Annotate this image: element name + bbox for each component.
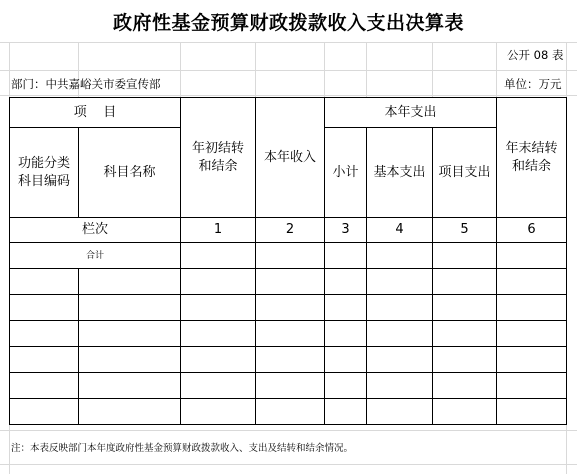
table-row xyxy=(10,321,567,347)
data-cell[interactable] xyxy=(433,243,497,269)
data-cell[interactable] xyxy=(256,399,325,425)
data-cell[interactable] xyxy=(433,373,497,399)
data-cell[interactable] xyxy=(497,243,567,269)
row-index-2: 2 xyxy=(256,218,325,243)
data-cell[interactable] xyxy=(497,321,567,347)
data-cell[interactable] xyxy=(325,321,367,347)
data-cell[interactable] xyxy=(10,373,79,399)
data-cell[interactable] xyxy=(10,295,79,321)
header-subject-name: 科目名称 xyxy=(79,128,181,218)
data-cell[interactable] xyxy=(325,347,367,373)
data-cell[interactable] xyxy=(367,295,433,321)
data-cell[interactable] xyxy=(433,295,497,321)
data-cell[interactable] xyxy=(367,243,433,269)
header-begin-balance xyxy=(181,98,256,218)
fund-budget-table xyxy=(9,97,567,425)
header-basic-expense: 基本支出 xyxy=(367,128,433,218)
header-end-balance-line2: 和结余 xyxy=(511,158,551,174)
total-label: 合计 xyxy=(10,243,181,269)
data-cell[interactable] xyxy=(181,295,256,321)
data-cell[interactable] xyxy=(181,399,256,425)
table-row xyxy=(10,269,567,295)
form-code: 公开 08 表 xyxy=(507,48,564,62)
data-cell[interactable] xyxy=(325,373,367,399)
table-row xyxy=(10,295,567,321)
data-cell[interactable] xyxy=(497,347,567,373)
header-project-expense: 项目支出 xyxy=(433,128,497,218)
data-cell[interactable] xyxy=(79,321,181,347)
department-label: 部门：中共嘉峪关市委宣传部 xyxy=(11,77,161,91)
header-func-code-line2: 科目编码 xyxy=(17,173,70,189)
header-begin-balance-line1: 年初结转 xyxy=(191,140,244,156)
header-begin-balance-line2: 和结余 xyxy=(198,158,238,174)
table-row xyxy=(10,373,567,399)
data-cell[interactable] xyxy=(10,347,79,373)
table-row xyxy=(10,347,567,373)
header-end-balance xyxy=(497,98,567,218)
data-cell[interactable] xyxy=(10,269,79,295)
data-cell[interactable] xyxy=(256,321,325,347)
data-cell[interactable] xyxy=(367,269,433,295)
data-cell[interactable] xyxy=(497,373,567,399)
header-func-code xyxy=(10,128,79,218)
data-cell[interactable] xyxy=(433,399,497,425)
data-cell[interactable] xyxy=(367,373,433,399)
data-cell[interactable] xyxy=(181,347,256,373)
row-index-3: 3 xyxy=(325,218,367,243)
data-cell[interactable] xyxy=(79,295,181,321)
data-cell[interactable] xyxy=(181,321,256,347)
data-cell[interactable] xyxy=(79,269,181,295)
data-cell[interactable] xyxy=(433,269,497,295)
header-current-expense: 本年支出 xyxy=(325,98,497,128)
data-cell[interactable] xyxy=(367,347,433,373)
row-index-6: 6 xyxy=(497,218,567,243)
data-cell[interactable] xyxy=(256,295,325,321)
data-cell[interactable] xyxy=(79,399,181,425)
data-cell[interactable] xyxy=(256,347,325,373)
data-cell[interactable] xyxy=(367,321,433,347)
data-cell[interactable] xyxy=(497,399,567,425)
data-cell[interactable] xyxy=(325,243,367,269)
data-cell[interactable] xyxy=(256,373,325,399)
data-cell[interactable] xyxy=(10,399,79,425)
data-cell[interactable] xyxy=(497,295,567,321)
header-subtotal: 小计 xyxy=(325,128,367,218)
data-cell[interactable] xyxy=(181,373,256,399)
data-cell[interactable] xyxy=(497,269,567,295)
data-cell[interactable] xyxy=(181,269,256,295)
data-cell[interactable] xyxy=(181,243,256,269)
report-title: 政府性基金预算财政拨款收入支出决算表 xyxy=(112,12,464,34)
data-cell[interactable] xyxy=(79,373,181,399)
data-cell[interactable] xyxy=(367,399,433,425)
footnote: 注：本表反映部门本年度政府性基金预算财政拨款收入、支出及结转和结余情况。 xyxy=(11,443,354,454)
header-income: 本年收入 xyxy=(256,98,325,218)
data-cell[interactable] xyxy=(256,243,325,269)
row-index-4: 4 xyxy=(367,218,433,243)
data-cell[interactable] xyxy=(325,295,367,321)
row-index-5: 5 xyxy=(433,218,497,243)
data-cell[interactable] xyxy=(256,269,325,295)
data-cell[interactable] xyxy=(10,321,79,347)
row-index-1: 1 xyxy=(181,218,256,243)
header-item: 项 目 xyxy=(10,98,181,128)
row-index-label: 栏次 xyxy=(10,218,181,243)
data-cell[interactable] xyxy=(325,269,367,295)
unit-label: 单位：万元 xyxy=(504,77,562,91)
data-cell[interactable] xyxy=(433,321,497,347)
data-cell[interactable] xyxy=(325,399,367,425)
table-row xyxy=(10,399,567,425)
header-end-balance-line1: 年末结转 xyxy=(505,140,558,156)
header-func-code-line1: 功能分类 xyxy=(17,155,70,171)
data-cell[interactable] xyxy=(79,347,181,373)
data-cell[interactable] xyxy=(433,347,497,373)
